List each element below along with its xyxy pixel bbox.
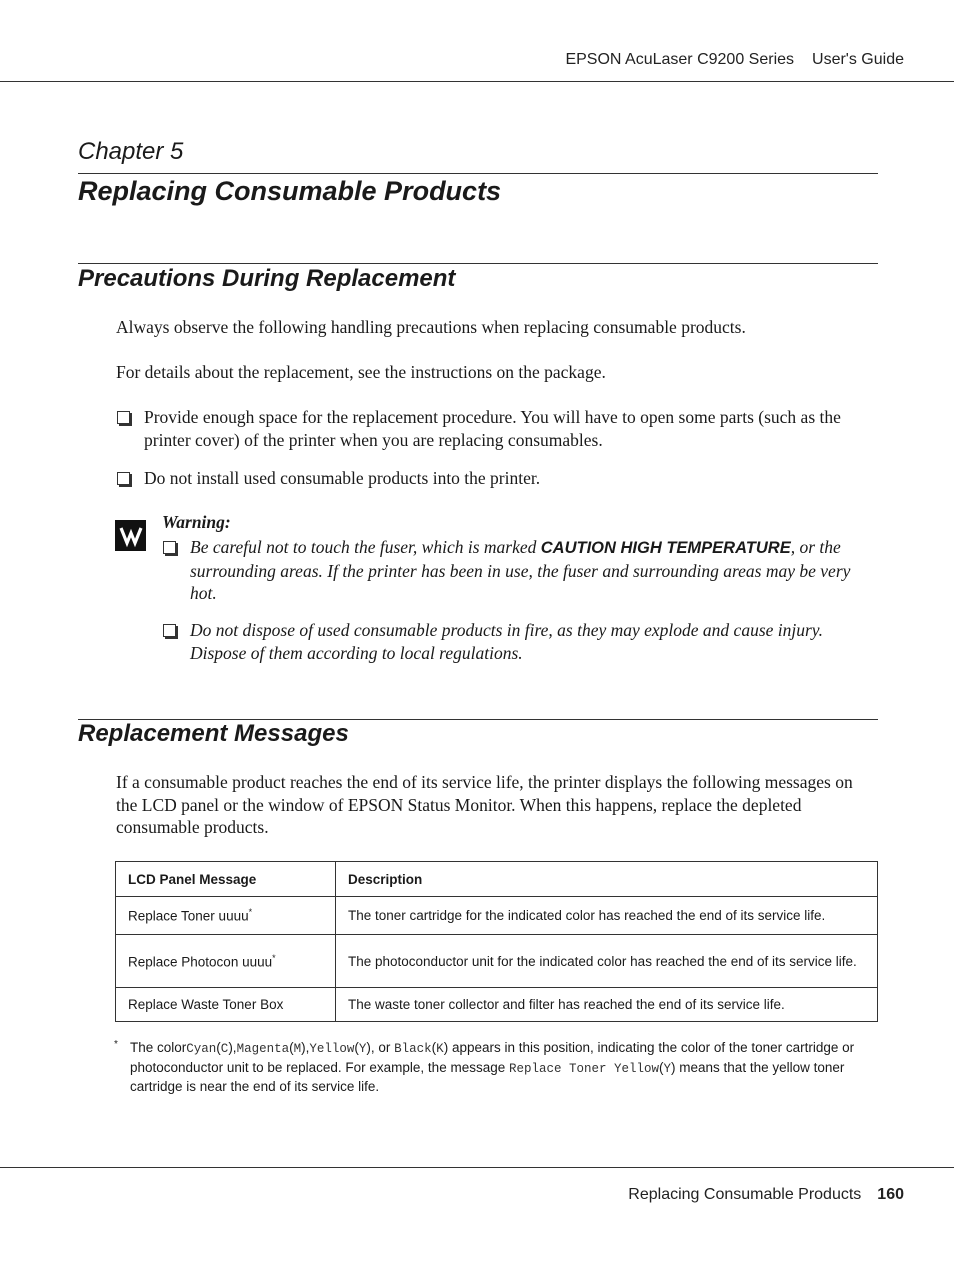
fn-yellow: Yellow [309, 1042, 355, 1056]
fn-t3: means that the yellow toner cartridge is near the end of its service life. [130, 1059, 845, 1094]
warning-icon [115, 520, 146, 551]
bullet-item [116, 467, 878, 490]
section-title-messages: Replacement Messages [78, 720, 349, 747]
footer-section: Replacing Consumable Products [628, 1186, 862, 1203]
details-paragraph: For details about the replacement, see the instructions on the package. [116, 362, 606, 382]
header-product: EPSON AcuLaser C9200 Series [565, 51, 795, 68]
footnote-text: The colorCyan(C),Magenta(M),Yellow(Y), or Black(K) appears in this position, indicating the color of the toner cartridge or photoconductor unit to be replaced. For example, the message Replace Toner Yellow(Y) means that the yellow toner cartridge is near the end of its service life. [130, 1040, 855, 1094]
header-guide: User's Guide [812, 51, 904, 68]
fn-or: , or [370, 1040, 391, 1055]
message-cell [116, 897, 336, 935]
checkbox-bullet-icon [163, 624, 176, 637]
messages-table [115, 861, 878, 1022]
warning-text [190, 536, 878, 605]
message-cell [116, 935, 336, 988]
checkbox-bullet-icon [117, 472, 130, 485]
message-cell: Replace Waste Toner Box [116, 988, 336, 1022]
checkbox-bullet-icon [117, 411, 130, 424]
fn-y: Y [358, 1042, 367, 1056]
table-row [116, 897, 878, 935]
warning-bullet-item [162, 536, 878, 606]
caution-label: CAUTION HIGH TEMPERATURE [540, 539, 791, 557]
page-header [0, 0, 954, 82]
table-header-cell: LCD Panel Message [116, 862, 336, 897]
fn-black: Black [394, 1042, 432, 1056]
page-number: 160 [877, 1186, 904, 1203]
footer-rule [0, 1167, 954, 1168]
bullet-text: Provide enough space for the replacement procedure. You will have to open some parts (such as the printer cover) of the printer when you are replacing consumables. [144, 407, 841, 450]
footnote-ref: * [248, 907, 253, 918]
section-rule [78, 263, 878, 264]
warning-text-post: , or the surrounding areas. If the printer has been in use, the fuser and surrounding areas may be very hot. [190, 537, 851, 603]
fn-k: K [436, 1042, 444, 1056]
chapter-title: Replacing Consumable Products [78, 176, 502, 206]
table-header-cell: Description [336, 862, 878, 897]
messages-paragraph: If a consumable product reaches the end of its service life, the printer displays the following messages on the LCD panel or the window of EPSON Status Monitor. When this happens, replace the depleted consumable products. [116, 772, 853, 837]
fn-c: C [220, 1042, 229, 1056]
fn-t1: The color [130, 1040, 187, 1055]
footnote-mark: * [114, 1039, 118, 1050]
chapter-label: Chapter 5 [78, 138, 184, 165]
fn-example: Replace Toner Yellow [508, 1061, 660, 1076]
section-title-precautions: Precautions During Replacement [78, 265, 456, 292]
warning-bullet-item [162, 619, 878, 665]
description-cell: The waste toner collector and filter has reached the end of its service life. [336, 988, 878, 1022]
intro-paragraph: Always observe the following handling precautions when replacing consumable products. [116, 317, 746, 337]
table-header-row [116, 862, 878, 897]
warning-text: Do not dispose of used consumable products in fire, as they may explode and cause injury. Dispose of them according to local regulations. [190, 620, 823, 663]
message-text: Replace Toner uuuu [128, 908, 249, 924]
footnote-ref: * [272, 952, 276, 963]
table-row [116, 988, 878, 1022]
table-row [116, 935, 878, 988]
chapter-rule [78, 173, 878, 174]
fn-ey: Y [663, 1061, 672, 1076]
fn-cyan: Cyan [186, 1042, 217, 1056]
bullet-text: Do not install used consumable products into the printer. [144, 468, 541, 488]
checkbox-bullet-icon [163, 541, 176, 554]
fn-t2: appears in this position, indicating the color of the toner cartridge or photoconductor unit to be replaced. For example, the message [130, 1040, 855, 1075]
page-footer [628, 1186, 904, 1204]
warning-text-pre: Be careful not to touch the fuser, which is marked [190, 537, 541, 557]
message-text: Replace Photocon uuuu [128, 954, 273, 970]
running-header [565, 51, 904, 69]
bullet-item [116, 406, 878, 452]
fn-m: M [293, 1042, 302, 1056]
warning-title: Warning: [162, 512, 231, 532]
description-cell: The photoconductor unit for the indicated color has reached the end of its service life. [336, 935, 878, 988]
description-cell: The toner cartridge for the indicated color has reached the end of its service life. [336, 897, 878, 935]
fn-magenta: Magenta [236, 1042, 290, 1056]
